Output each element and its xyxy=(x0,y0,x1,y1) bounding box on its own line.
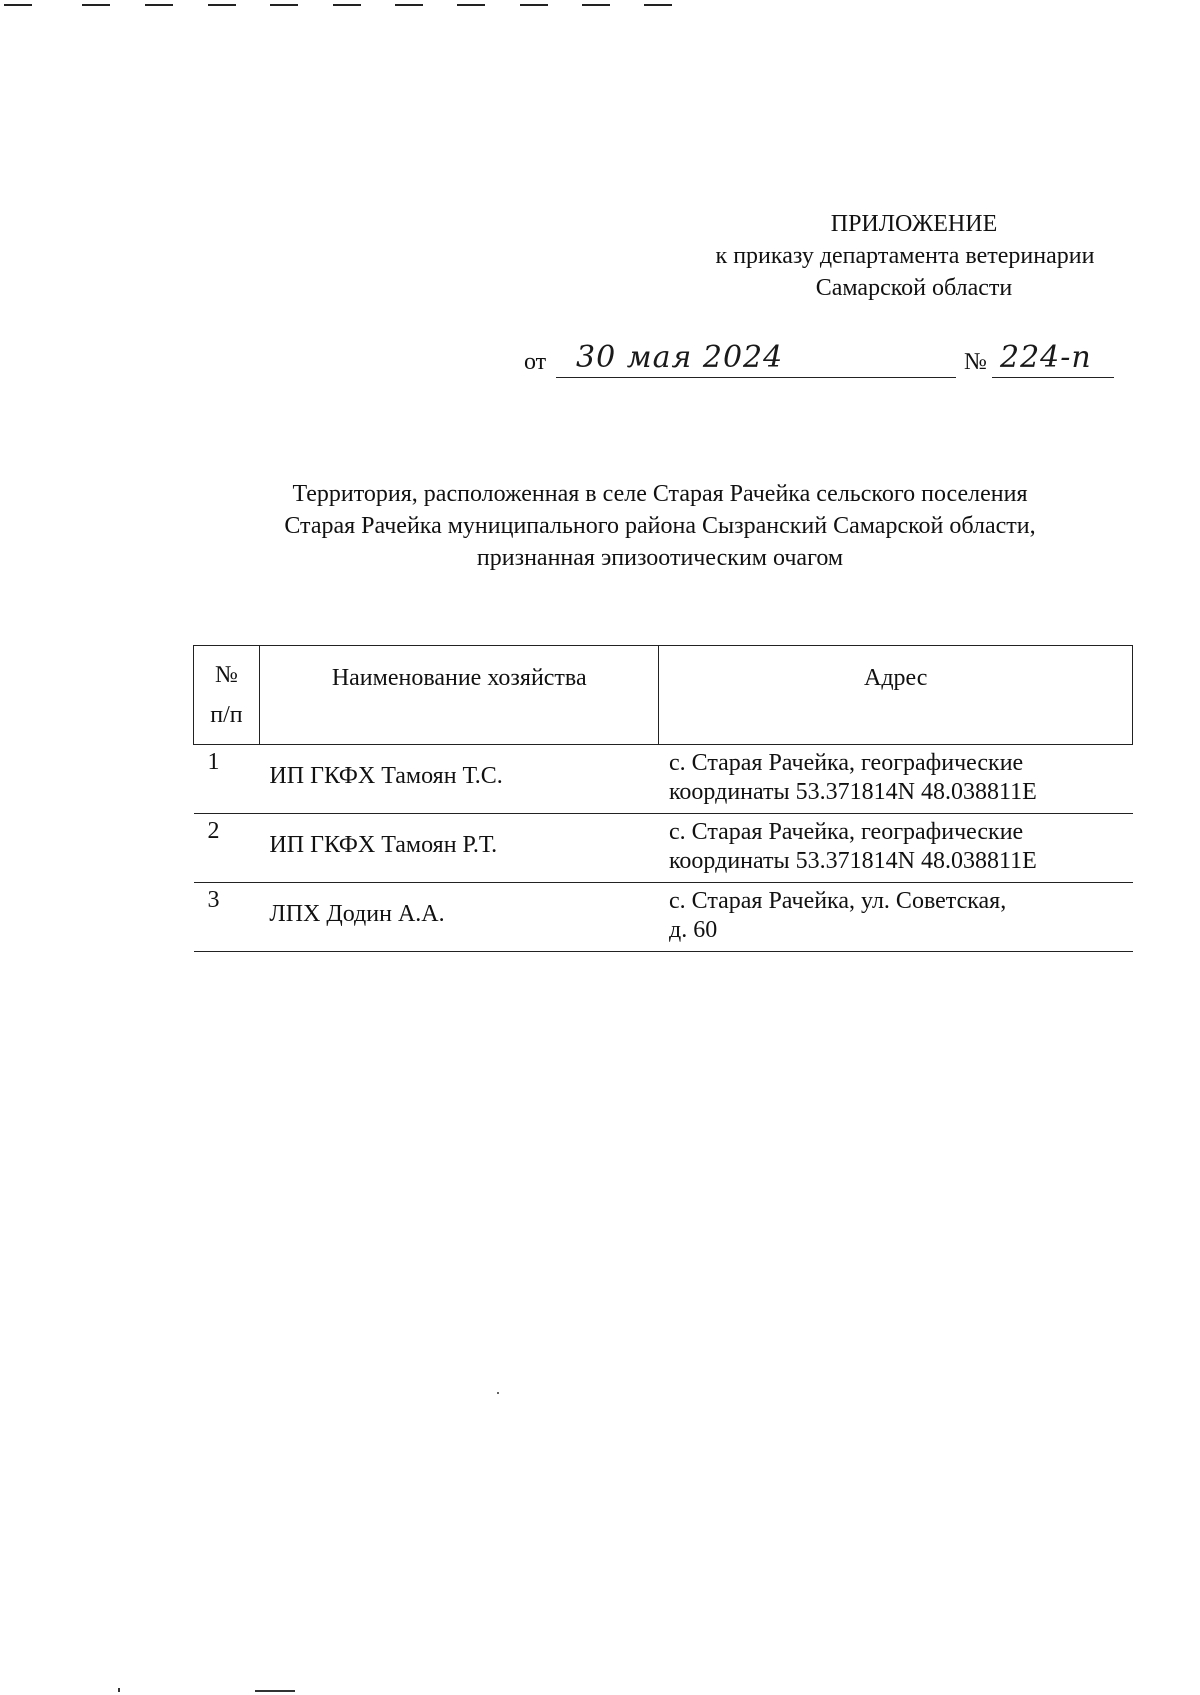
appendix-header xyxy=(600,208,1200,304)
table-header-row xyxy=(194,646,1133,745)
row-name: ЛПХ Додин А.А. xyxy=(259,883,659,952)
header-num-label: п/п xyxy=(210,702,243,728)
appendix-line-1: к приказу департамента ветеринарии xyxy=(715,243,1095,269)
row-address xyxy=(659,745,1133,814)
row-address xyxy=(659,814,1133,883)
handwritten-date: 30 мая 2024 xyxy=(576,340,784,375)
scan-artifact-dashes xyxy=(0,0,700,10)
row-address-line-1: с. Старая Рачейка, географические xyxy=(668,819,1024,845)
row-name: ИП ГКФХ Тамоян Р.Т. xyxy=(259,814,659,883)
row-address-line-2: д. 60 xyxy=(668,917,718,943)
heading-line-3: признанная эпизоотическим очагом xyxy=(476,545,844,571)
row-address-line-2: координаты 53.371814N 48.038811E xyxy=(668,848,1037,874)
heading-line-1: Территория, расположенная в селе Старая Рачейка сельского поселения xyxy=(292,481,1028,507)
header-name: Наименование хозяйства xyxy=(259,646,659,745)
appendix-line-2: Самарской области xyxy=(815,275,1013,301)
heading-line-2: Старая Рачейка муниципального района Сызранский Самарской области, xyxy=(284,513,1036,539)
date-field xyxy=(556,337,956,378)
header-num-symbol: № xyxy=(215,662,238,688)
number-prefix: № xyxy=(964,349,987,375)
row-name: ИП ГКФХ Тамоян Т.С. xyxy=(259,745,659,814)
row-num: 1 xyxy=(194,745,260,814)
number-field xyxy=(992,337,1114,378)
row-address-line-2: координаты 53.371814N 48.038811E xyxy=(668,779,1037,805)
header-num xyxy=(194,646,260,745)
scan-speck xyxy=(497,1392,499,1394)
table-row xyxy=(194,745,1133,814)
row-num: 3 xyxy=(194,883,260,952)
row-address xyxy=(659,883,1133,952)
row-address-line-1: с. Старая Рачейка, географические xyxy=(668,750,1024,776)
handwritten-number: 224-п xyxy=(1000,340,1092,375)
date-prefix: от xyxy=(524,349,547,375)
document-heading xyxy=(190,478,1130,574)
table-row xyxy=(194,814,1133,883)
row-num: 2 xyxy=(194,814,260,883)
farms-table xyxy=(193,645,1133,952)
row-address-line-1: с. Старая Рачейка, ул. Советская, xyxy=(668,888,1007,914)
appendix-title: ПРИЛОЖЕНИЕ xyxy=(830,211,998,237)
table-row xyxy=(194,883,1133,952)
order-date-number-row xyxy=(524,338,1114,382)
header-address: Адрес xyxy=(659,646,1133,745)
